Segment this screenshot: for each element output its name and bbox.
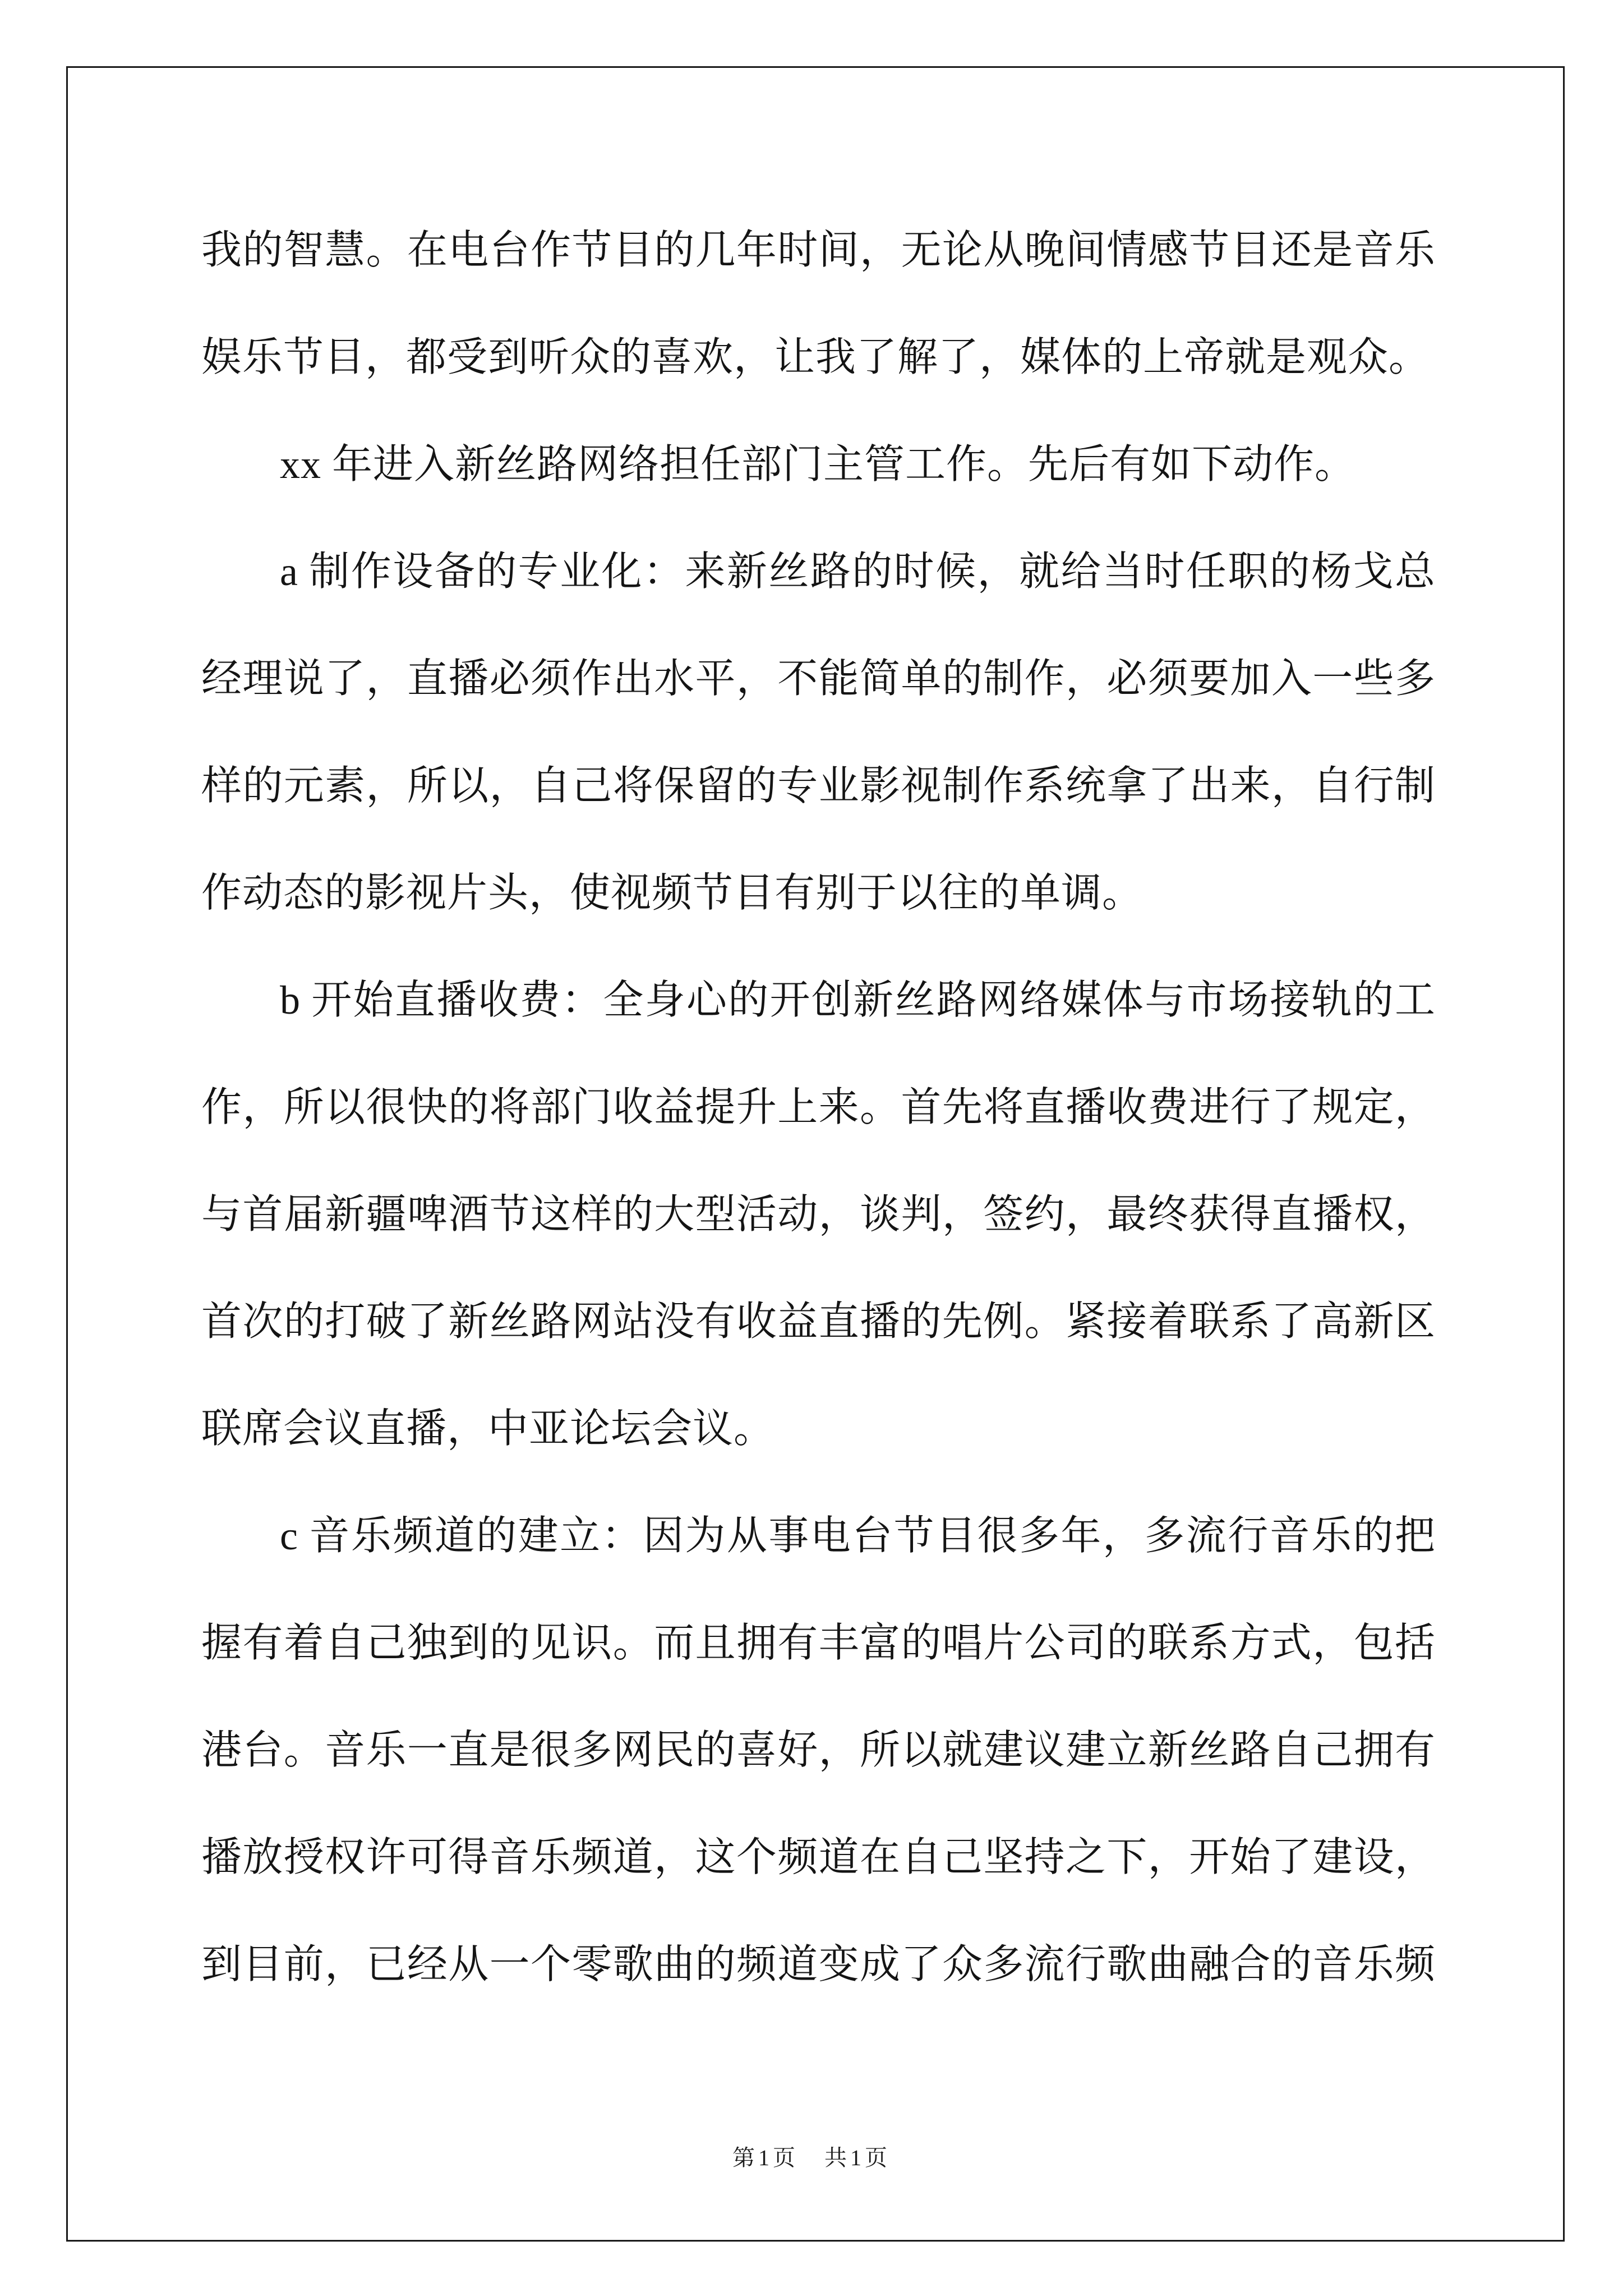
paragraph-line: 握有着自己独到的见识。而且拥有丰富的唱片公司的联系方式，包括 xyxy=(201,1621,1435,1665)
paragraph-line: 首次的打破了新丝路网站没有收益直播的先例。紧接着联系了高新区 xyxy=(201,1299,1435,1344)
paragraph xyxy=(201,411,1435,518)
paragraph xyxy=(201,197,1435,411)
page-footer: 第1页 共1页 xyxy=(732,2145,891,2170)
paragraph-line: 联席会议直播，中亚论坛会议。 xyxy=(201,1406,775,1451)
paragraph-line: c 音乐频道的建立：因为从事电台节目很多年，多流行音乐的把 xyxy=(280,1513,1435,1558)
paragraph-line: 播放授权许可得音乐频道，这个频道在自己坚持之下，开始了建设， xyxy=(201,1835,1435,1880)
paragraph-line: xx 年进入新丝路网络担任部门主管工作。先后有如下动作。 xyxy=(280,442,1356,487)
document-body xyxy=(201,197,1435,2018)
paragraph-line: 样的元素，所以，自己将保留的专业影视制作系统拿了出来，自行制 xyxy=(201,763,1435,808)
paragraph-line: 娱乐节目，都受到听众的喜欢，让我了解了，媒体的上帝就是观众。 xyxy=(201,335,1430,380)
paragraph xyxy=(201,947,1435,1483)
paragraph-line: 到目前，已经从一个零歌曲的频道变成了众多流行歌曲融合的音乐频 xyxy=(201,1942,1435,1987)
paragraph-line: 我的智慧。在电台作节目的几年时间，无论从晚间情感节目还是音乐 xyxy=(201,228,1435,273)
paragraph-line: 港台。音乐一直是很多网民的喜好，所以就建议建立新丝路自己拥有 xyxy=(201,1728,1435,1773)
paragraph xyxy=(201,1483,1435,2018)
paragraph-line: a 制作设备的专业化：来新丝路的时候，就给当时任职的杨戈总 xyxy=(280,549,1435,594)
paragraph xyxy=(201,518,1435,947)
paragraph-line: b 开始直播收费：全身心的开创新丝路网络媒体与市场接轨的工 xyxy=(280,978,1435,1023)
paragraph-line: 作，所以很快的将部门收益提升上来。首先将直播收费进行了规定， xyxy=(201,1085,1435,1130)
paragraph-line: 经理说了，直播必须作出水平，不能简单的制作，必须要加入一些多 xyxy=(201,656,1435,701)
paragraph-line: 作动态的影视片头，使视频节目有别于以往的单调。 xyxy=(201,871,1144,915)
paragraph-line: 与首届新疆啤酒节这样的大型活动，谈判，签约，最终获得直播权， xyxy=(201,1192,1435,1237)
